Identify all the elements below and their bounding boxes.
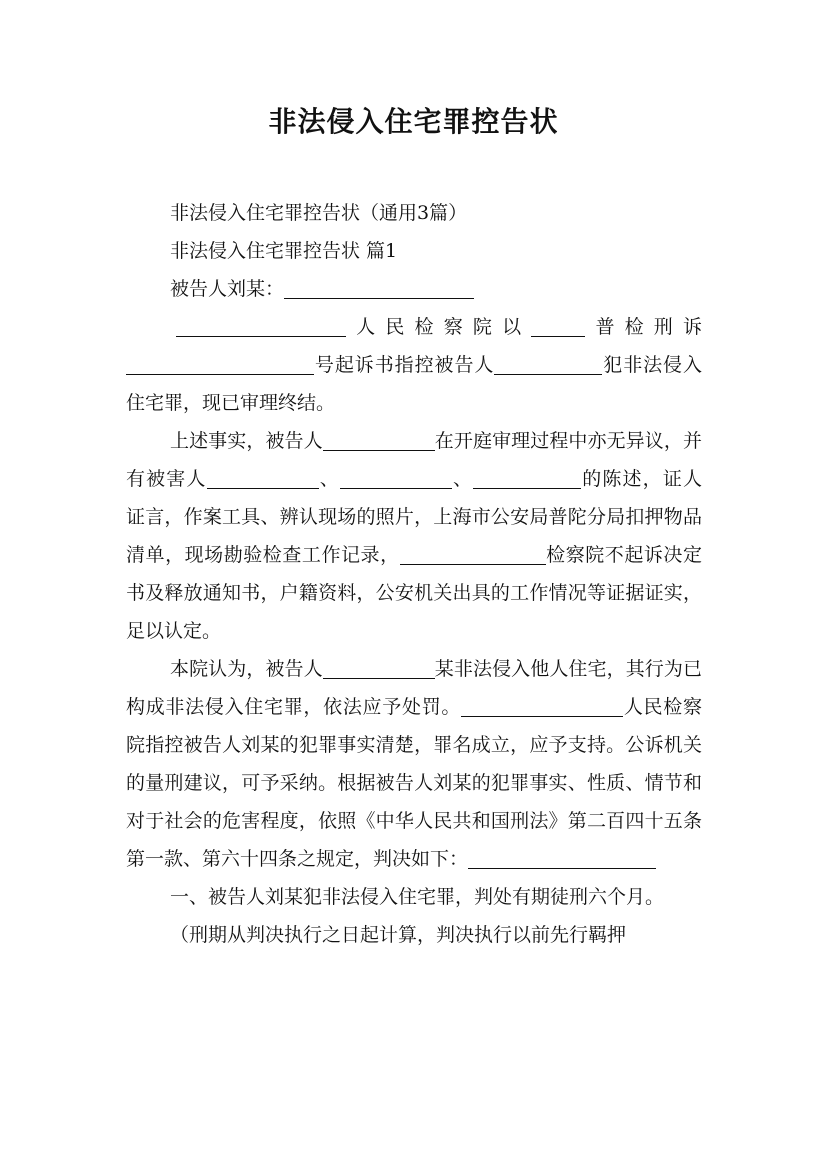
- defendant-label: 被告人刘某：: [170, 278, 285, 300]
- blank-defendant-name: [494, 352, 602, 375]
- blank-procuratorate-2: [400, 542, 546, 565]
- doc-section-line: 非法侵入住宅罪控告状 篇1: [170, 240, 398, 262]
- paragraph-verdict-note: （刑期从判决执行之日起计算，判决执行以前先行羁押: [170, 924, 627, 946]
- blank-victim-1: [207, 466, 319, 489]
- paragraph-indictment: 人民检察院以 普检刑诉号起诉书指控被告人 犯非法侵入住宅罪，现已审理终结。: [126, 316, 702, 414]
- defendant-line: [126, 270, 702, 308]
- paragraph-facts: 上述事实，被告人 在开庭审理过程中亦无异议，并有被害人 、 、 的陈述，证人证言，作案工具、辨认现场的照片，上海市公安局普陀分局扣押物品清单，现场勘验检查工作记录， 检察院不起诉决定书及释放通知书，户籍资料，公安机关出具的工作情况等证据证实，足以认定。: [126, 430, 702, 642]
- blank-defendant-name-2: [323, 428, 435, 451]
- doc-heading-line: 非法侵入住宅罪控告状（通用3篇）: [170, 202, 468, 224]
- paragraph-verdict-1: 一、被告人刘某犯非法侵入住宅罪，判处有期徒刑六个月。: [170, 886, 665, 908]
- blank-defendant: [284, 276, 474, 299]
- document-body: [126, 194, 702, 954]
- blank-procuratorate-3: [461, 694, 623, 717]
- blank-case-number: [126, 352, 314, 375]
- blank-procuratorate: [176, 314, 346, 337]
- paragraph-opinion: 本院认为，被告人 某非法侵入他人住宅，其行为已构成非法侵入住宅罪，依法应予处罚。 人民检察院指控被告人刘某的犯罪事实清楚，罪名成立，应予支持。公诉机关的量刑建议，可予采纳。根据被告人刘某的犯罪事实、性质、情节和对于社会的危害程度，依照《中华人民共和国刑法》第二百四十五条第一款、第六十四条之规定，判决如下：: [126, 658, 702, 870]
- blank-year: [531, 314, 585, 337]
- blank-victim-2: [340, 466, 452, 489]
- blank-victim-3: [473, 466, 581, 489]
- document-title: 非法侵入住宅罪控告状: [268, 105, 559, 138]
- blank-judgment: [468, 846, 656, 869]
- blank-defendant-name-3: [323, 656, 435, 679]
